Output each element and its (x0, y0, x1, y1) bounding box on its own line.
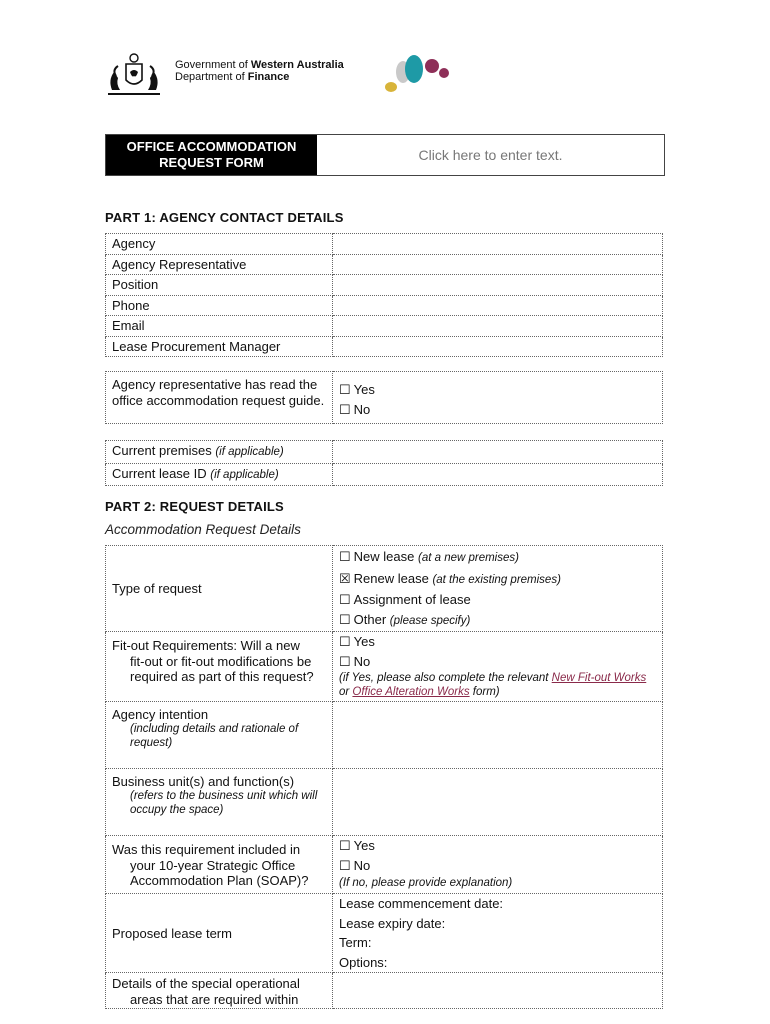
form-title: OFFICE ACCOMMODATION REQUEST FORM (106, 135, 317, 175)
part1-heading: PART 1: AGENCY CONTACT DETAILS (105, 210, 344, 225)
options-field[interactable]: Options: (339, 954, 388, 970)
field-label: Agency Representative (106, 254, 333, 275)
lease-commencement-field[interactable]: Lease commencement date: (339, 896, 504, 911)
fitout-no-option[interactable]: ☐ No (339, 653, 371, 669)
business-unit-input[interactable] (333, 769, 663, 836)
request-details-table (105, 545, 663, 1009)
premises-input[interactable] (333, 441, 663, 464)
wa-crest-icon (104, 50, 164, 98)
position-input[interactable] (333, 275, 663, 296)
representative-input[interactable] (333, 254, 663, 275)
new-fitout-works-link[interactable]: New Fit-out Works (551, 672, 647, 684)
guide-question: Agency representative has read the office accommodation request guide. (106, 372, 333, 424)
renew-lease-option[interactable]: ☒ Renew lease (at the existing premises) (339, 570, 561, 586)
lease-manager-input[interactable] (333, 336, 663, 357)
field-label: Lease Procurement Manager (106, 336, 333, 357)
office-alteration-works-link[interactable]: Office Alteration Works (352, 686, 470, 698)
soap-no-option[interactable]: ☐ No (339, 857, 371, 873)
field-label: Position (106, 275, 333, 296)
guide-yes-option[interactable]: ☐ Yes (339, 382, 375, 397)
lease-id-input[interactable] (333, 463, 663, 486)
field-label: Agency (106, 234, 333, 255)
title-text-field[interactable]: Click here to enter text. (418, 147, 563, 163)
new-lease-option[interactable]: ☐ New lease (at a new premises) (339, 549, 519, 564)
type-of-request-label: Type of request (106, 546, 333, 632)
guide-table (105, 371, 663, 424)
field-label: Email (106, 316, 333, 337)
phone-input[interactable] (333, 295, 663, 316)
checkbox-checked-icon: ☒ (339, 570, 351, 586)
email-input[interactable] (333, 316, 663, 337)
other-option[interactable]: ☐ Other (please specify) (339, 611, 471, 627)
special-areas-label: Details of the special operational areas that are required within (106, 973, 333, 1009)
fitout-yes-option[interactable]: ☐ Yes (339, 634, 375, 649)
business-unit-label: Business unit(s) and function(s) (refers to the business unit which will occupy the space) (106, 769, 333, 836)
checkbox-empty-icon: ☐ (339, 653, 351, 669)
checkbox-empty-icon: ☐ (339, 634, 351, 649)
agency-intention-label: Agency intention (including details and rationale of request) (106, 702, 333, 769)
checkbox-empty-icon: ☐ (339, 382, 351, 397)
form-title-box (105, 134, 665, 176)
premises-label: Current premises (if applicable) (106, 441, 333, 464)
brand-dots-logo (380, 50, 455, 96)
assignment-option[interactable]: ☐ Assignment of lease (339, 592, 471, 607)
checkbox-empty-icon: ☐ (339, 857, 351, 873)
soap-note: (If no, please provide explanation) (339, 877, 513, 889)
soap-label: Was this requirement included in your 10-year Strategic Office Accommodation Plan (SOAP)? (106, 836, 333, 894)
field-label: Phone (106, 295, 333, 316)
premises-table (105, 440, 663, 486)
checkbox-empty-icon: ☐ (339, 401, 351, 417)
checkbox-empty-icon: ☐ (339, 611, 351, 627)
agency-intention-input[interactable] (333, 702, 663, 769)
agency-input[interactable] (333, 234, 663, 255)
term-field[interactable]: Term: (339, 935, 372, 950)
contact-details-table (105, 233, 663, 357)
lease-expiry-field[interactable]: Lease expiry date: (339, 915, 446, 931)
guide-no-option[interactable]: ☐ No (339, 401, 371, 417)
lease-id-label: Current lease ID (if applicable) (106, 463, 333, 486)
lease-term-label: Proposed lease term (106, 894, 333, 973)
department-name: Government of Western Australia Department of Finance (175, 59, 344, 83)
checkbox-empty-icon: ☐ (339, 838, 351, 853)
checkbox-empty-icon: ☐ (339, 549, 351, 564)
fitout-label: Fit-out Requirements: Will a new fit-out or fit-out modifications be required as part of this request? (106, 632, 333, 702)
checkbox-empty-icon: ☐ (339, 592, 351, 607)
part2-subheading: Accommodation Request Details (105, 522, 301, 537)
fitout-note: (if Yes, please also complete the relevant New Fit-out Works or Office Alteration Works form) (339, 672, 647, 698)
special-areas-input[interactable] (333, 973, 663, 1009)
soap-yes-option[interactable]: ☐ Yes (339, 838, 375, 853)
part2-heading: PART 2: REQUEST DETAILS (105, 499, 284, 514)
